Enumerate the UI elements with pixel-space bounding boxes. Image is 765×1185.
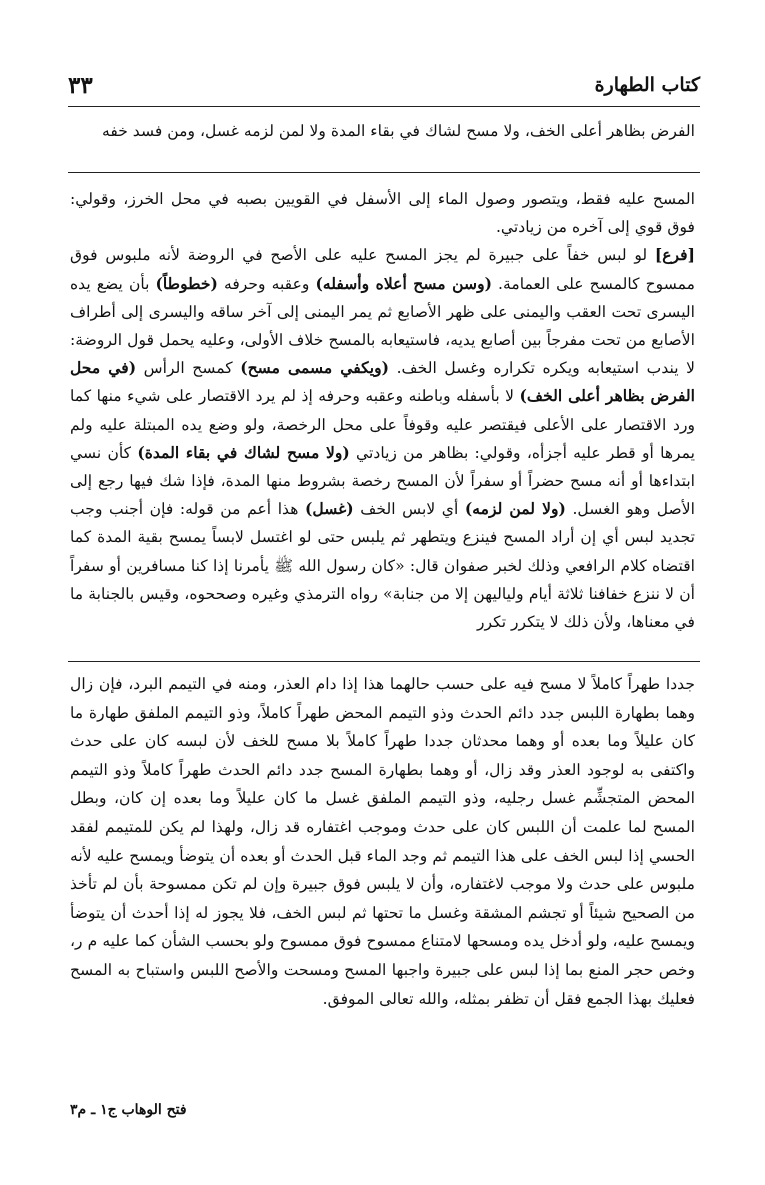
text-segment: أي لابس الخف (353, 500, 465, 519)
gloss-text (70, 670, 695, 1013)
matn-line: الفرض بظاهر أعلى الخف، ولا مسح لشاك في بقاء المدة ولا لمن لزمه غسل، ومن فسد خفه (101, 122, 695, 140)
text-segment: لا بأسفله وباطنه وعقبه وحرفه إذ لم يرد الاقتصار على شيء منها كما ورد الاقتصار على الأعلى فيقتصر عليه وقوفاً على محل الرخصة، ولو وضع يده المبتلة عليه ولم يمرها أو قطر عليه أجزأه، وقولي: بظاهر من زيادتي (70, 387, 696, 462)
header-rule (68, 106, 700, 107)
bold-segment: (وسن مسح أعلاه وأسفله) (315, 273, 492, 293)
matn-divider (68, 172, 700, 173)
chapter-title: كتاب الطهارة (594, 74, 700, 96)
bold-segment: [فرع] (654, 245, 695, 265)
text-segment: كمسح الرأس (136, 359, 241, 378)
matn-text (70, 117, 695, 145)
bold-segment: (ولا لمن لزمه) (464, 499, 566, 519)
bold-segment: (خطوطاً) (155, 273, 218, 293)
gloss-paragraph: جددا طهراً كاملاً لا مسح فيه على حسب حالهما هذا إذا دام العذر، ومنه في التيمم البرد، فإن زال وهما بطهارة اللبس جدد دائم الحدث وذو التيمم المحض طهراً كاملاً، وذو التيمم الملفق طهارة ما كان عليلاً وما بعده أو وهما محدثان جددا طهراً كاملاً بلا مسح للخف لأن لبسه كان على حدث واكتفى به لوجود العذر وقد زال، أو وهما بطهارة المسح جدد دائم الحدث طهراً كاملاً وذو التيمم المحض المتجشِّم غسل رجليه، وذو التيمم الملفق غسل ما كان عليلاً وما بعده إن كان، وبطل المسح لما علمت أن اللبس كان على حدث وموجب اغتفاره قد زال، ولهذا لم يكن للمتيمم لفقد الحسي إذا لبس الخف على هذا التيمم ثم وجد الماء قبل الحدث أو بعده أن يتوضأ ويمسح عليه لأنه ملبوس على حدث ولا موجب لاغتفاره، وأن لا يلبس فوق جبيرة وإن لم تكن ممسوحة بأن لم تأخذ من الصحيح شيئاً أو تجشم المشقة وغسل ما تحتها ثم لبس الخف، فلا يجوز له إذا أحدث أن يتوضأ ويمسح عليه، ولو أدخل يده ومسحها لامتناع ممسوح فوق ممسوح ولو بحسب الشأن كما عليه م ر، وخص حجر المنع بما إذا لبس على جبيرة واجبها المسح ومسحت والأصح اللبس واستباح به المسح فعليك بهذا الجمع فقل أن تظفر بمثله، والله تعالى الموفق. (70, 675, 695, 1008)
text-segment: وعقبه وحرفه (217, 274, 316, 293)
page-header (68, 72, 700, 102)
commentary-intro: المسح عليه فقط، ويتصور وصول الماء إلى الأسفل في القويين بصبه في محل الخرز، وقولي: فوق قوي إلى آخره من زيادتي. (70, 190, 695, 237)
bold-segment: (غسل) (305, 499, 354, 519)
commentary-paragraph (70, 241, 695, 636)
bold-segment: (ويكفي مسمى مسح) (240, 358, 390, 378)
footer-signature: فتح الوهاب ج١ ـ م٣ (70, 1102, 187, 1118)
text-segment: بأن يضع يده اليسرى تحت العقب واليمنى على ظهر الأصابع ثم يمر اليمنى إلى آخر ساقه واليسرى إلى أطراف الأصابع من تحت مفرجاً بين أصابع يديه، فاستيعابه بالمسح خلاف الأولى، وعليه يحمل قول الروضة: لا يندب استيعابه ويكره تكراره وغسل الخف. (70, 274, 695, 378)
text-segment: كأن نسي ابتداءها أو أنه مسح حضراً أو سفراً لأن المسح رخصة بشروط منها المدة، فإذا شك فيها رجع إلى الأصل وهو الغسل. (70, 443, 695, 519)
bold-segment: (ولا مسح لشاك في بقاء المدة) (137, 442, 350, 462)
commentary-text (70, 185, 695, 636)
page-number: ٣٣ (68, 72, 93, 99)
text-segment: لو لبس خفاً على جبيرة لم يجز المسح عليه على الأصح في الروضة لأنه ملبوس فوق ممسوح كالمسح على العمامة. (70, 246, 695, 293)
bold-segment: (في محل الفرض بظاهر أعلى الخف) (70, 358, 695, 406)
text-segment: هذا أعم من قوله: فإن أجنب وجب تجديد لبس أي إن أراد المسح فينزع ويتطهر ثم يلبس حتى لو اغتسل لابساً يمسح بقية المدة كما اقتضاه كلام الرافعي وذلك لخبر صفوان قال: «كان رسول الله ﷺ يأمرنا إذا كنا مسافرين أو سفراً أن لا ننزع خفافنا ثلاثة أيام ولياليهن إلا من جنابة» رواه الترمذي وغيره وصححوه، وقيس بالجنابة ما في معناها، ولأن ذلك لا يتكرر تكرر (70, 500, 695, 632)
gloss-divider (68, 661, 700, 662)
